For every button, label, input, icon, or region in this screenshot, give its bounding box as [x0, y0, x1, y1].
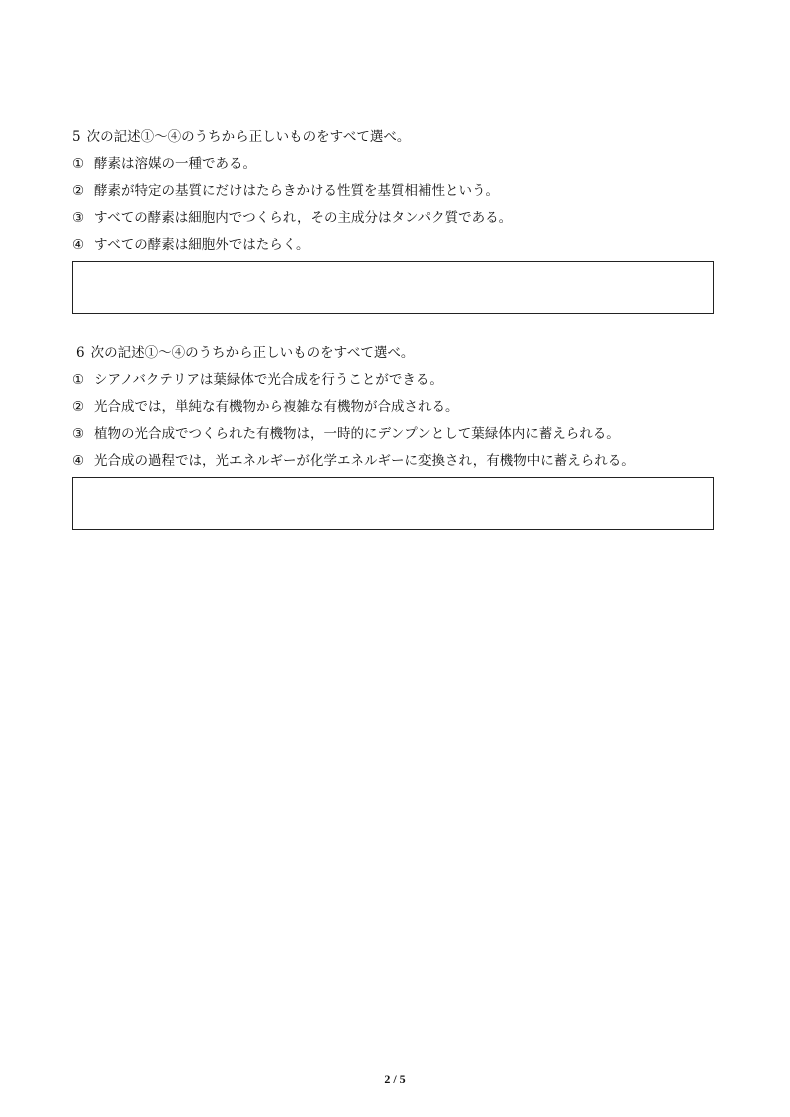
option-mark: ③ — [72, 426, 85, 442]
option-3 — [72, 421, 716, 448]
question-6-heading — [72, 340, 716, 367]
option-text: すべての酵素は細胞内でつくられ，その主成分はタンパク質である。 — [94, 210, 513, 226]
question-6 — [72, 340, 716, 530]
option-1 — [72, 151, 716, 178]
option-mark: ③ — [72, 210, 85, 226]
option-4 — [72, 232, 716, 259]
option-text: 酵素は溶媒の一種である。 — [94, 156, 256, 172]
option-text: 植物の光合成でつくられた有機物は，一時的にデンプンとして葉緑体内に蓄えられる。 — [94, 426, 620, 442]
option-text: 光合成では，単純な有機物から複雑な有機物が合成される。 — [94, 399, 459, 415]
option-4 — [72, 448, 716, 475]
option-mark: ① — [72, 156, 85, 172]
option-text: 光合成の過程では，光エネルギーが化学エネルギーに変換され，有機物中に蓄えられる。 — [94, 453, 635, 469]
question-number: 6 — [76, 345, 85, 361]
answer-box-5[interactable] — [72, 261, 714, 314]
option-mark: ① — [72, 372, 85, 388]
option-text: シアノバクテリアは葉緑体で光合成を行うことができる。 — [94, 372, 443, 388]
option-3 — [72, 205, 716, 232]
option-text: すべての酵素は細胞外ではたらく。 — [94, 237, 310, 253]
answer-box-6[interactable] — [72, 477, 714, 530]
option-2 — [72, 178, 716, 205]
question-5-heading — [72, 124, 716, 151]
page-number: 2 / 5 — [384, 1072, 406, 1086]
question-5 — [72, 124, 716, 314]
option-mark: ④ — [72, 453, 85, 469]
option-mark: ④ — [72, 237, 85, 253]
option-text: 酵素が特定の基質にだけはたらきかける性質を基質相補性という。 — [94, 183, 499, 199]
question-prompt: 次の記述①～④のうちから正しいものをすべて選べ。 — [86, 129, 411, 145]
option-1 — [72, 367, 716, 394]
option-mark: ② — [72, 183, 85, 199]
question-number: 5 — [72, 129, 81, 145]
option-mark: ② — [72, 399, 85, 415]
question-prompt: 次の記述①～④のうちから正しいものをすべて選べ。 — [90, 345, 415, 361]
option-2 — [72, 394, 716, 421]
